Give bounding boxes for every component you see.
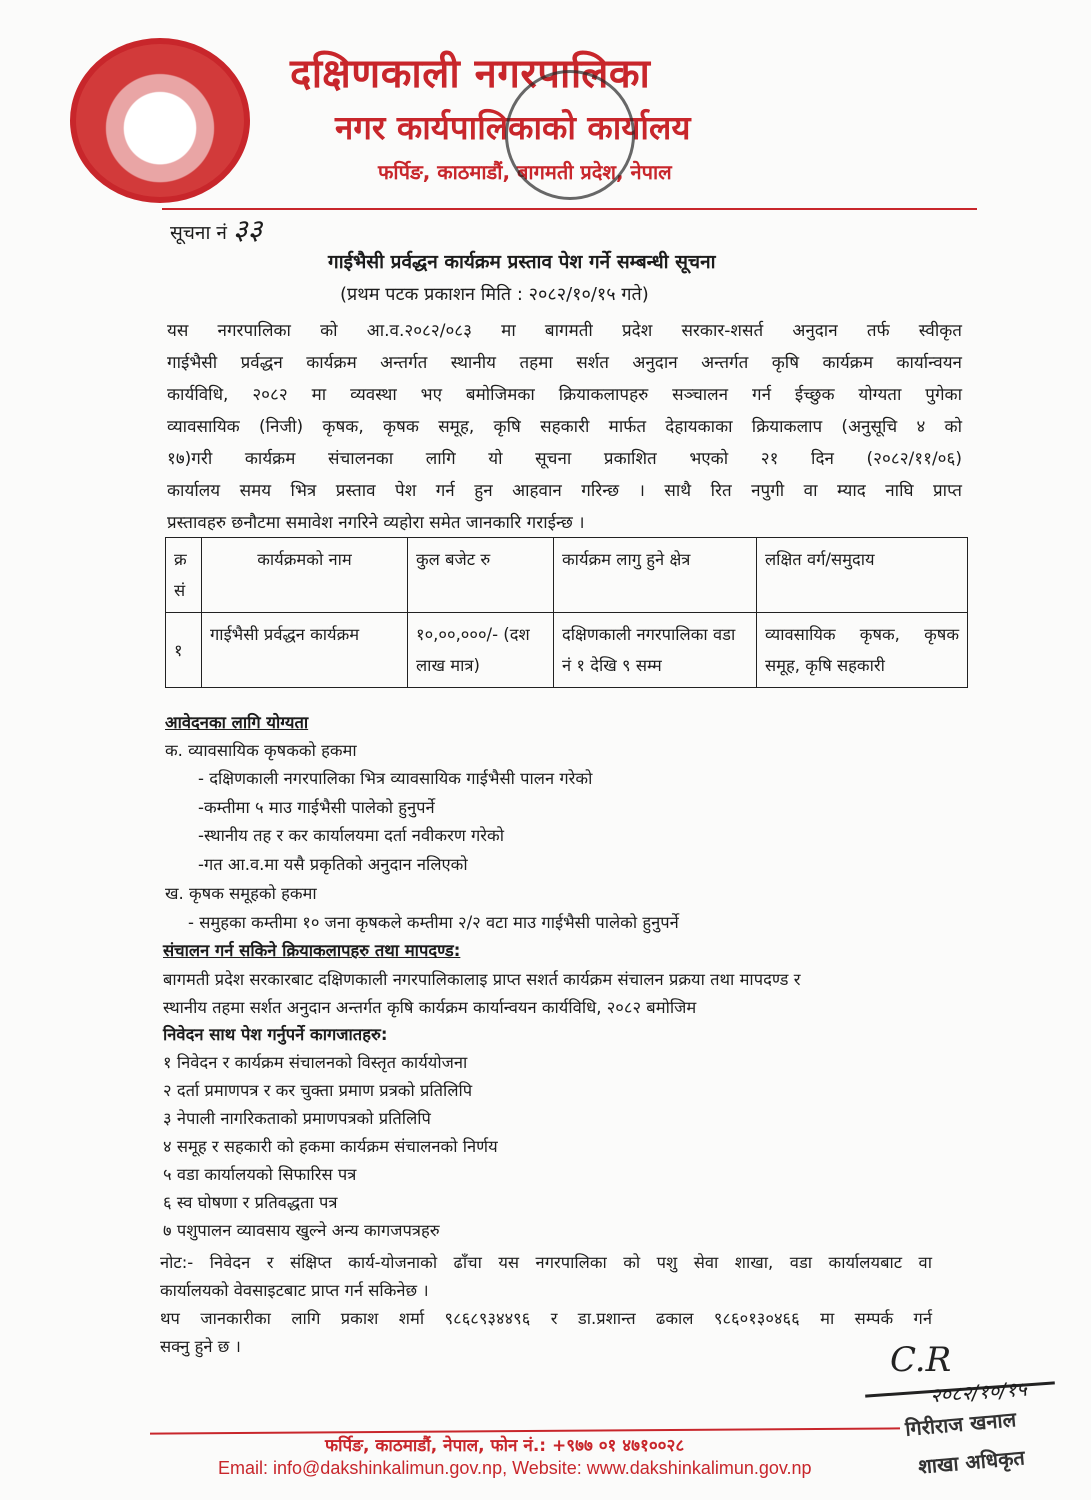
footer-contact: Email: info@dakshinkalimun.gov.np, Website: www.dakshinkalimun.gov.np: [218, 1458, 812, 1478]
intro-line: प्रस्तावहरु छनौटमा समावेश नगरिने व्यहोरा समेत जानकारि गराईन्छ ।: [167, 513, 585, 533]
note-line: नोट:- निवेदन र संक्षिप्त कार्य-योजनाको ढाँचा यस नगरपालिका को पशु सेवा शाखा, वडा कार्यालयबाट वा: [160, 1253, 932, 1272]
note-line: सक्नु हुने छ ।: [160, 1337, 241, 1356]
cell-budget: १०,००,०००/- (दश लाख मात्र): [408, 613, 554, 688]
table-header-row: [166, 538, 968, 613]
notice-number-label: सूचना नं: [170, 222, 227, 244]
intro-line: १७)गरी कार्यक्रम संचालनका लागि यो सूचना प्रकाशित भएको २१ दिन (२०८२/११/०६): [167, 449, 962, 469]
table-row: [166, 613, 968, 688]
signatory-title: शाखा अधिकृत: [917, 1445, 1026, 1479]
signatory-name: गिरीराज खनाल: [904, 1407, 1018, 1441]
publish-date: (प्रथम पटक प्रकाशन मिति : २०८२/१०/१५ गते): [340, 284, 649, 305]
header-cell: कार्यक्रमको नाम: [202, 538, 408, 613]
eligibility-a-title: क. व्यावसायिक कृषकको हकमा: [165, 741, 357, 760]
cell-target: व्यावसायिक कृषक, कृषक समूह, कृषि सहकारी: [757, 613, 968, 688]
cell-program: गाईभैसी प्रर्वद्धन कार्यक्रम: [202, 613, 408, 688]
program-table: [165, 537, 968, 688]
eligibility-item: -कम्तीमा ५ माउ गाईभैसी पालेको हुनुपर्ने: [198, 798, 435, 817]
signature-date: २०८२/१०/१५: [929, 1376, 1028, 1408]
intro-line: व्यावसायिक (निजी) कृषक, कृषक समूह, कृषि सहकारी मार्फत देहायकाका क्रियाकलाप (अनुसूचि ४ को: [167, 417, 962, 437]
notice-number: [170, 210, 262, 248]
document-item: ३ नेपाली नागरिकताको प्रमाणपत्रको प्रतिलिपि: [163, 1109, 431, 1128]
eligibility-b-title: ख. कृषक समूहको हकमा: [165, 884, 317, 903]
document-item: ७ पशुपालन व्यावसाय खुल्ने अन्य कागजपत्रहरु: [163, 1221, 440, 1240]
office-address: फर्पिङ, काठमाडौं, बागमती प्रदेश, नेपाल: [378, 160, 672, 184]
header-cell: कुल बजेट रु: [408, 538, 554, 613]
intro-line: गाईभैसी प्रर्वद्धन कार्यक्रम अन्तर्गत स्थानीय तहमा सर्शत अनुदान अन्तर्गत कृषि कार्यक्रम कार्यान्वयन: [167, 353, 962, 373]
office-name: नगर कार्यपालिकाको कार्यालय: [335, 108, 691, 147]
header-cell: क्र सं: [166, 538, 202, 613]
eligibility-item: -गत आ.व.मा यसै प्रकृतिको अनुदान नलिएको: [198, 855, 468, 874]
office-stamp: [505, 70, 635, 200]
header-divider: [162, 208, 977, 210]
activities-line: स्थानीय तहमा सर्शत अनुदान अन्तर्गत कृषि कार्यक्रम कार्यान्वयन कार्यविधि, २०८२ बमोजिम: [163, 998, 697, 1017]
document-item: २ दर्ता प्रमाणपत्र र कर चुक्ता प्रमाण प्रत्रको प्रतिलिपि: [163, 1081, 473, 1100]
document-item: १ निवेदन र कार्यक्रम संचालनको विस्तृत कार्ययोजना: [163, 1053, 468, 1072]
intro-line: यस नगरपालिका को आ.व.२०८२/०८३ मा बागमती प्रदेश सरकार-शसर्त अनुदान तर्फ स्वीकृत: [167, 321, 962, 341]
signature-mark: C.R: [890, 1340, 952, 1380]
eligibility-heading: आवेदनका लागि योग्यता: [165, 713, 309, 732]
document-item: ४ समूह र सहकारी को हकमा कार्यक्रम संचालनको निर्णय: [163, 1137, 498, 1156]
eligibility-item: -स्थानीय तह र कर कार्यालयमा दर्ता नवीकरण गरेको: [198, 826, 504, 845]
notice-title: गाईभैसी प्रर्वद्धन कार्यक्रम प्रस्ताव पेश गर्ने सम्बन्धी सूचना: [328, 251, 716, 273]
eligibility-item: - समुहका कम्तीमा १० जना कृषकले कम्तीमा २/२ वटा माउ गाईभैसी पालेको हुनुपर्ने: [188, 913, 679, 932]
cell-area: दक्षिणकाली नगरपालिका वडा नं १ देखि ९ सम्म: [554, 613, 757, 688]
cell-sn: १: [166, 613, 202, 688]
header-cell: लक्षित वर्ग/समुदाय: [757, 538, 968, 613]
documents-heading: निवेदन साथ पेश गर्नुपर्ने कागजातहरु:: [163, 1025, 388, 1044]
intro-line: कार्यविधि, २०८२ मा व्यवस्था भए बमोजिमका क्रियाकलापहरु सञ्चालन गर्न ईच्छुक योग्यता पुगेका: [167, 385, 962, 405]
document-item: ५ वडा कार्यालयको सिफारिस पत्र: [163, 1165, 357, 1184]
eligibility-item: - दक्षिणकाली नगरपालिका भित्र व्यावसायिक गाईभैसी पालन गरेको: [198, 769, 593, 788]
note-line: कार्यालयको वेवसाइटबाट प्राप्त गर्न सकिनेछ ।: [160, 1281, 429, 1300]
footer-address-phone: फर्पिङ, काठमाडौं, नेपाल, फोन नं.: +९७७ ०१ ४७१००२८: [325, 1436, 685, 1456]
notice-number-value: ३३: [233, 213, 263, 246]
activities-heading: संचालन गर्न सकिने क्रियाकलापहरु तथा मापदण्ड:: [163, 941, 461, 960]
note-line: थप जानकारीका लागि प्रकाश शर्मा ९८६८९३४४९६ र डा.प्रशान्त ढकाल ९८६०१३०४६६ मा सम्पर्क गर्न: [160, 1309, 932, 1328]
activities-line: बागमती प्रदेश सरकारबाट दक्षिणकाली नगरपालिकालाइ प्राप्त सशर्त कार्यक्रम संचालन प्रक्रया तथा मापदण्ड र: [163, 970, 801, 989]
document-item: ६ स्व घोषणा र प्रतिवद्धता पत्र: [163, 1193, 338, 1212]
intro-line: कार्यालय समय भित्र प्रस्ताव पेश गर्न हुन आहवान गरिन्छ । साथै रित नपुगी वा म्याद नाघि प्राप्त: [167, 481, 962, 501]
org-name: दक्षिणकाली नगरपालिका: [290, 51, 651, 97]
header-cell: कार्यक्रम लागु हुने क्षेत्र: [554, 538, 757, 613]
municipality-emblem-logo: [70, 38, 250, 203]
